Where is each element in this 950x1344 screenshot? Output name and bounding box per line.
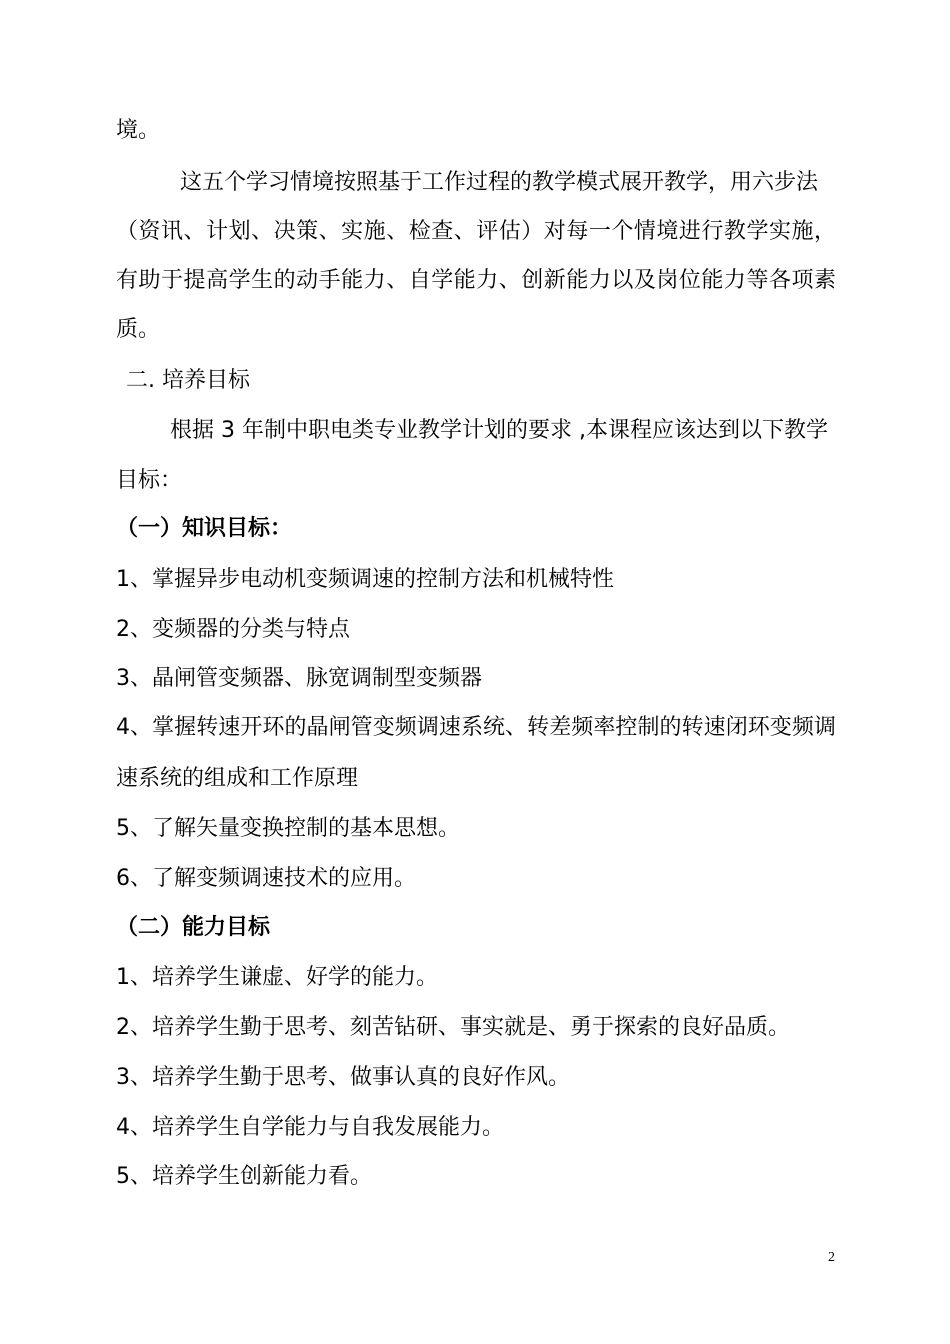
list-item: 3、晶闸管变频器、脉宽调制型变频器 bbox=[116, 666, 482, 691]
paragraph-line: （资讯、计划、决策、实施、检查、评估）对每一个情境进行教学实施， bbox=[116, 219, 836, 244]
list-item: 3、培养学生勤于思考、做事认真的良好作风。 bbox=[116, 1065, 570, 1090]
paragraph-line: 质。 bbox=[116, 317, 161, 342]
list-item: 6、了解变频调速技术的应用。 bbox=[116, 866, 416, 891]
page-number: 2 bbox=[828, 1250, 835, 1265]
list-item: 1、培养学生谦虚、好学的能力。 bbox=[116, 965, 438, 990]
paragraph-line: 根据 3 年制中职电类专业教学计划的要求 ,本课程应该达到以下教学 bbox=[170, 418, 828, 443]
list-item: 2、变频器的分类与特点 bbox=[116, 617, 350, 642]
list-item: 5、了解矢量变换控制的基本思想。 bbox=[116, 816, 460, 841]
list-item: 2、培养学生勤于思考、刻苦钻研、事实就是、勇于探索的良好品质。 bbox=[116, 1015, 790, 1040]
list-item: 5、培养学生创新能力看。 bbox=[116, 1164, 372, 1189]
list-item-continuation: 速系统的组成和工作原理 bbox=[116, 766, 359, 791]
list-item: 4、培养学生自学能力与自我发展能力。 bbox=[116, 1115, 504, 1140]
paragraph-line: 目标： bbox=[116, 468, 183, 493]
paragraph-line: 境。 bbox=[116, 118, 161, 143]
section-heading: 二. 培养目标 bbox=[126, 368, 250, 393]
knowledge-heading: （一）知识目标： bbox=[116, 516, 293, 541]
paragraph-line: 有助于提高学生的动手能力、自学能力、创新能力以及岗位能力等各项素 bbox=[116, 268, 836, 293]
paragraph-line: 这五个学习情境按照基于工作过程的教学模式展开教学，用六步法 bbox=[180, 170, 819, 195]
list-item: 4、掌握转速开环的晶闸管变频调速系统、转差频率控制的转速闭环变频调 bbox=[116, 715, 836, 740]
list-item: 1、掌握异步电动机变频调速的控制方法和机械特性 bbox=[116, 567, 614, 592]
ability-heading: （二）能力目标 bbox=[116, 915, 271, 940]
